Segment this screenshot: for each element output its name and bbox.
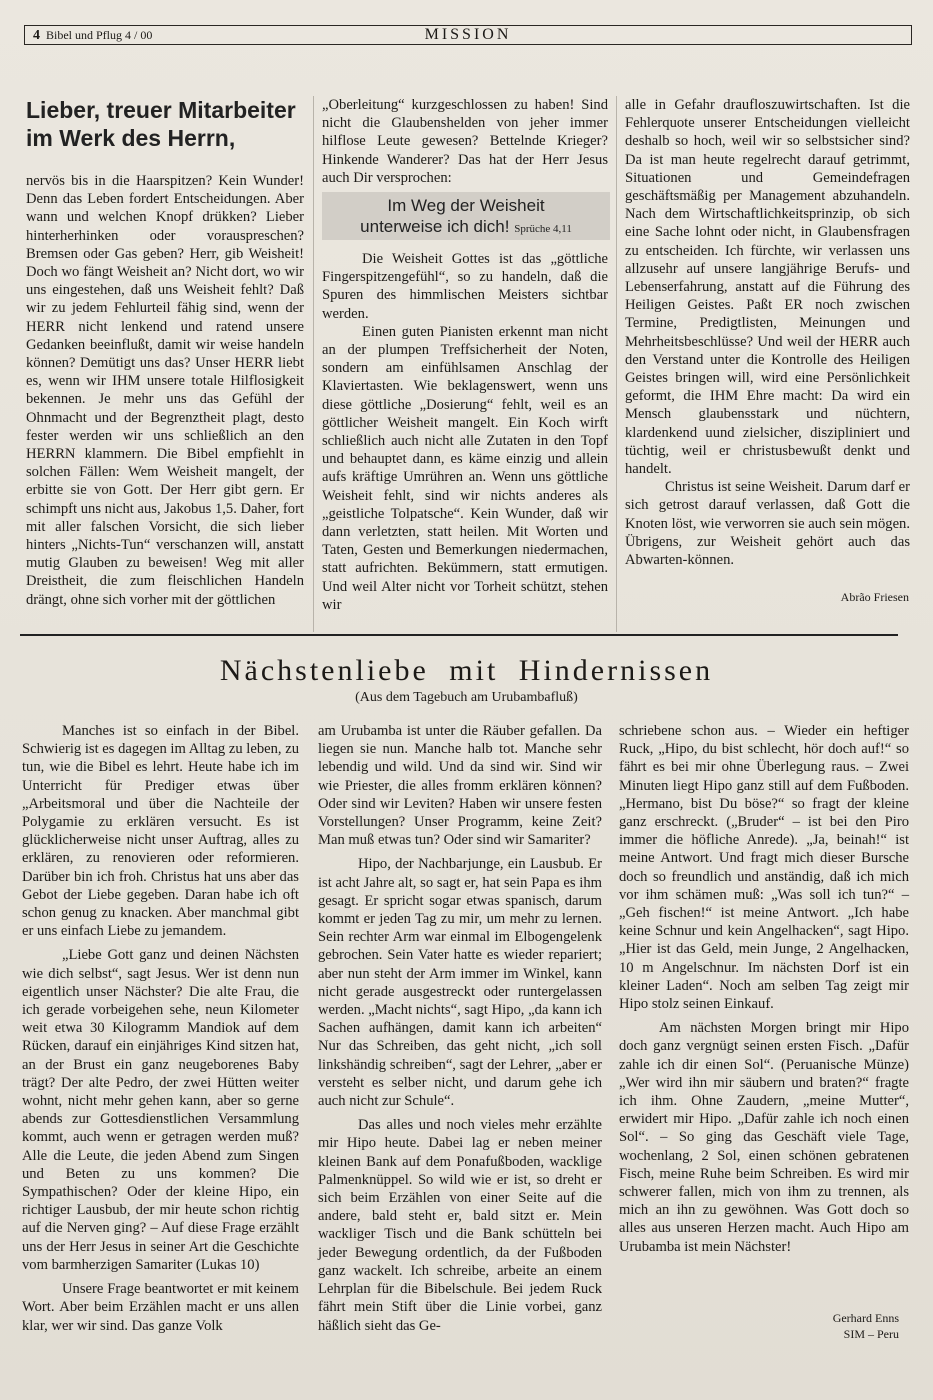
page-header: [24, 25, 912, 45]
article2-column-1: [22, 722, 299, 1335]
article1-col2-intro: „Oberleitung“ kurzgeschlossen zu haben! Sind nicht die Glaubenshelden von jeher immer hilflose Leute gewesen? Bettelnde Krieger? Hinkende Wanderer? Das hat der Herr Jesus auch Dir versprochen:: [322, 97, 608, 186]
article2-column-2: [318, 722, 602, 1335]
article1-col1-para-1: nervös bis in die Haarspitzen? Kein Wunder! Denn das Leben fordert Entscheidungen. Aber wann und welchen Knopf drükken? Lieber hinterherhinken oder vorauspreschen? Bremsen oder Gas geben? Herr, gib Weisheit! Doch wo fängt Weisheit an? Nicht dort, wo wir uns eingestehen, daß uns Weisheit fehlt? Daß wir zu jedem Fehlurteil fähig sind, wenn der HERR nicht lenkend und ratend unsere Gedanken beeinflußt, damit wir weise handeln können? Demütigt uns das? Unser HERR liebt es, wenn wir IHM unsere totale Hilflosigkeit bekennen. Je mehr uns das Gefühl der Ohnmacht und der Begrenztheit plagt, desto fester werden wir uns schließlich an den HERRN klammern. Die Bibel empfiehlt in solchen Fällen: Wem Weisheit mangelt, der erbitte sie von Gott. Der Herr gibt gern. Er schimpft uns nicht aus, Jakobus 1,5. Daher, fort mit aller falschen Vorsicht, die sich lieber hinters „Nichts-Tun“ verschanzen will, anstatt mutig Glauben zu beweisen! Weg mit aller Dreistheit, die zum fleischlichen Handeln drängt, ohne sich vorher mit der göttlichen: [26, 173, 304, 608]
column-divider: [616, 96, 617, 632]
article2-author-org: SIM – Peru: [843, 1327, 899, 1341]
article2-col2-para-1: am Urubamba ist unter die Räuber gefallen. Da liegen sie nun. Manche halb tot. Manche sehr lebendig und wild. Und da sind wir. Sind wir wie Priester, die alles fromm erklären können? Oder sind wir Leviten? Haben wir unsere festen Vorstellungen? Unser Programm, keine Zeit? Man muß etwas tun? Oder sind wir Samariter?: [318, 723, 602, 849]
scripture-quote-box: [322, 192, 610, 240]
article1-author: Abrão Friesen: [840, 590, 909, 604]
article1-column-3: [625, 96, 910, 569]
article2-headline: Nächstenliebe mit Hindernissen: [219, 654, 714, 687]
article2-col3-para-1: schriebene schon aus. – Wieder ein heftiger Ruck, „Hipo, du bist schlecht, hör doch auf!“ so fährt es bei mir ohne Überlegung raus. – Zwei Minuten liegt Hipo ganz still auf dem Fußboden. „Hermano, bist Du böse?“ so fragt der kleine ganz erschreckt. („Bruder“ – ist bei den Piro immer die höfliche Anrede). „Ja, beinah!“ ist meine Antwort. Und fragt mich dieser Bursche doch so freundlich und anständig, daß ich mich vor ihm schämen muß: „Was soll ich tun?“ – „Geh fischen!“ ist meine Antwort. „Ich habe keine Schnur und kein Angelhacken“, sagt Hipo. „Hier ist das Geld, mein Junge, 2 Angelhacken, 10 m Angelschnur. Im nächsten Dorf ist ein kleiner Laden“. Noch am selben Tag zeigt mir Hipo stolz seinen Einkauf.: [619, 723, 909, 1013]
article2-signature: [699, 1310, 899, 1342]
quote-line-1: Im Weg der Weisheit: [387, 196, 545, 215]
article2-author-name: Gerhard Enns: [832, 1311, 899, 1325]
article2-col2-para-2: Hipo, der Nachbarjunge, ein Lausbub. Er ist acht Jahre alt, so sagt er, hat sein Papa es ihm gesagt. Er spricht sogar etwas spanisch, darum kommt er jeden Tag zu mir, um mehr zu lernen. Sein rechter Arm war einmal im Elbogengelenk gebrochen. Sein Vater hatte es wieder repariert; aber nun steht der Arm immer im Winkel, kann nicht gerade ausgestreckt oder runtergelassen werden. „Macht nichts“, sagt Hipo, „da kann ich Sachen aufhängen, damit kann ich arbeiten“ Nur das Schreiben, das geht nicht, „ich soll linkshändig schreiben“, sagt der Lehrer, „aber er versteht es selber nicht, und darum gehe ich auch nicht zur Schule“.: [318, 856, 602, 1110]
article1-col2-para-1: Die Weisheit Gottes ist das „göttliche Fingerspitzengefühl“, so zu handeln, daß die Spuren des himmlischen Meisters sichtbar werden.: [322, 251, 608, 322]
article2-col1-para-2: „Liebe Gott ganz und deinen Nächsten wie dich selbst“, sagt Jesus. Wer ist denn nun eigentlich unser Nächster? Die alte Frau, die ich gerade vorbeigehen sehe, neun Kilometer weit etwa 30 Kilogramm Mandiok auf dem Rücken, darauf ein einjähriges Kind sitzen hat, an der Brust ein ganz neugeborenes Baby trägt? Der alte Pedro, der zwei Hütten weiter wohnt, nicht mehr gehen kann, aber so gerne abends zur Gottesdienstlichen Versammlung kommt, auch wenn er getragen werden muß? Alle die Leute, die jeden Abend zum Singen und Beten zu uns kommen? Die Sympathischen? Oder der kleine Hipo, ein richtiger Lausbub, der mir heute schon richtig auf die Nerven ging? – Auf diese Frage erzählt uns der Herr Jesus in seiner Art die Geschichte vom barmherzigen Samariter (Lukas 10): [22, 947, 299, 1273]
article1-col3-para-2: Christus ist seine Weisheit. Darum darf er sich getrost darauf verlassen, daß Gott die Knoten löst, wie verworren sie auch sein mögen. Übrigens, zur Weisheit gehört auch das Abwarten-können.: [625, 479, 910, 569]
article2-col2-para-3: Das alles und noch vieles mehr erzählte mir Hipo heute. Dabei lag er neben meiner kleinen Bank auf dem Ponafußboden, wacklige Palmenknüppel. So wild wie er ist, so dreht er sich beim Erzählen von einer Seite auf die andere, bald steht er, bald sitzt er. Mein wackliger Tisch und die Bank schütteln bei jeder Bewegung ordentlich, da der Fußboden ganz wackelt. Ich schreibe, arbeite an einem Lehrplan für die Bibelschule. Bei jedem Ruck fährt mein Stift über die Linie vorbei, ganz häßlich sieht das Ge-: [318, 1117, 602, 1334]
article2-col1-para-3: Unsere Frage beantwortet er mit keinem Wort. Aber beim Erzählen macht er uns allen klar, wer wir sind. Das ganze Volk: [22, 1281, 299, 1334]
article2-col3-para-2: Am nächsten Morgen bringt mir Hipo doch ganz vergnügt seinen ersten Fisch. „Dafür zahle ich dir einen Sol“. (Peruanische Münze) „Wer wird ihn mir säubern und braten?“ fragte ich ihm. Ohne Zaudern, „meine Mutter“, erwidert mir Hipo. „Dafür zahle ich noch einen Sol“. – So ging das Geschäft viele Tage, wochenlang, 2 Sol, einen schönen gebratenen Fisch, meine Ruhe beim Schreiben. Es wird mir schwerer fallen, mich von ihm zu trennen, als mich an ihn zu gewöhnen. Was Gott doch so alles aus unseren Herzen macht. Auch Hipo am Urubamba ist mein Nächster!: [619, 1020, 909, 1255]
article1-column-2-top: [322, 96, 608, 187]
page-number: 4: [33, 28, 40, 43]
quote-line-2-wrap: [322, 216, 610, 240]
article1-col2-para-2: Einen guten Pianisten erkennt man nicht an der plumpen Treffsicherheit der Noten, sondern am einfühlsamen Anschlag der Klaviertasten. Wie beklagenswert, wenn uns diese göttliche „Dosierung“ fehlt, weil es an göttlicher Weisheit mangelt. Ein Koch wirft schließlich auch nicht alle Zutaten in den Topf und behauptet dann, es käme einzig und allein aufs kräftige Umrühren an. Wenn uns göttliche Weisheit fehlt, sind wir nichts anderes als „geistliche Tolpatsche“. Kein Wunder, daß wir dann verletzten, statt heilen. Mit Worten und Taten, Gesten und Bemerkungen niedermachen, statt aufrichten. Bekümmern, statt ermutigen. Und weil Alter nicht vor Torheit schützt, stehen wir: [322, 323, 608, 613]
quote-reference: Sprüche 4,11: [514, 223, 572, 235]
publication-info: Bibel und Pflug 4 / 00: [46, 28, 153, 42]
quote-line-2: unterweise ich dich!: [360, 217, 510, 236]
article1-col3-para-1: alle in Gefahr draufloszuwirtschaften. Ist die Fehlerquote unserer Entscheidungen vielleicht deshalb so hoch, weil wir so selbstsicher sind? Da ist man heute regelrecht darauf getrimmt, Situationen und Gemeindefragen geschäftsmäßig per Management abzuhandeln. Nach dem Wirtschaftlichkeitsprinzip, ob sich eine Sache lohnt oder nicht, in Glaubensfragen zu entscheiden. Ich fürchte, wir verlassen uns allzusehr auf unsere langjährige Berufs- und Lebenserfahrung, anstatt auf die Führung des Heiligen Geistes. Paßt ER noch zwischen Termine, Predigtlisten, Meinungen und Mehrheitsbeschlüsse? Und weil der HERR auch den Verstand unter die Kontrolle des Heiligen Geistes bringen will, wird eine Persönlichkeit geformt, die IHM Ehre macht: Da wird ein Mensch glaubensstark und nüchtern, klardenkend uund zielsicher, diszipliniert und tüchtig, weil er christusbewußt denkt und handelt.: [625, 97, 910, 478]
article1-headline: Lieber, treuer Mitarbeiter im Werk des Herrn,: [26, 97, 296, 151]
column-divider: [313, 96, 314, 632]
article-separator: [20, 634, 898, 636]
article2-col1-para-1: Manches ist so einfach in der Bibel. Schwierig ist es dagegen im Alltag zu leben, zu tun, wie die Bibel es lehrt. Heute habe ich im Unterricht für Prediger etwas über „Arbeitsmoral und über die Nachteile der Polygamie zu erklären versucht. Es ist glücklicherweise nicht unser Auftrag, alles zu erklären, zu renovieren oder reformieren. Darüber bin ich froh. Christus hat uns aber das Gebot der Liebe gegeben. Daran habe ich oft schon genug zu knacken. Aber manchmal gibt er uns einfach Liebe zu jemandem.: [22, 723, 299, 940]
article2-column-3: [619, 722, 909, 1256]
article1-column-2-bottom: [322, 250, 608, 614]
article2-subheadline: (Aus dem Tagebuch am Urubambafluß): [355, 690, 578, 705]
section-title: MISSION: [424, 26, 512, 43]
article1-column-1: [26, 172, 304, 609]
